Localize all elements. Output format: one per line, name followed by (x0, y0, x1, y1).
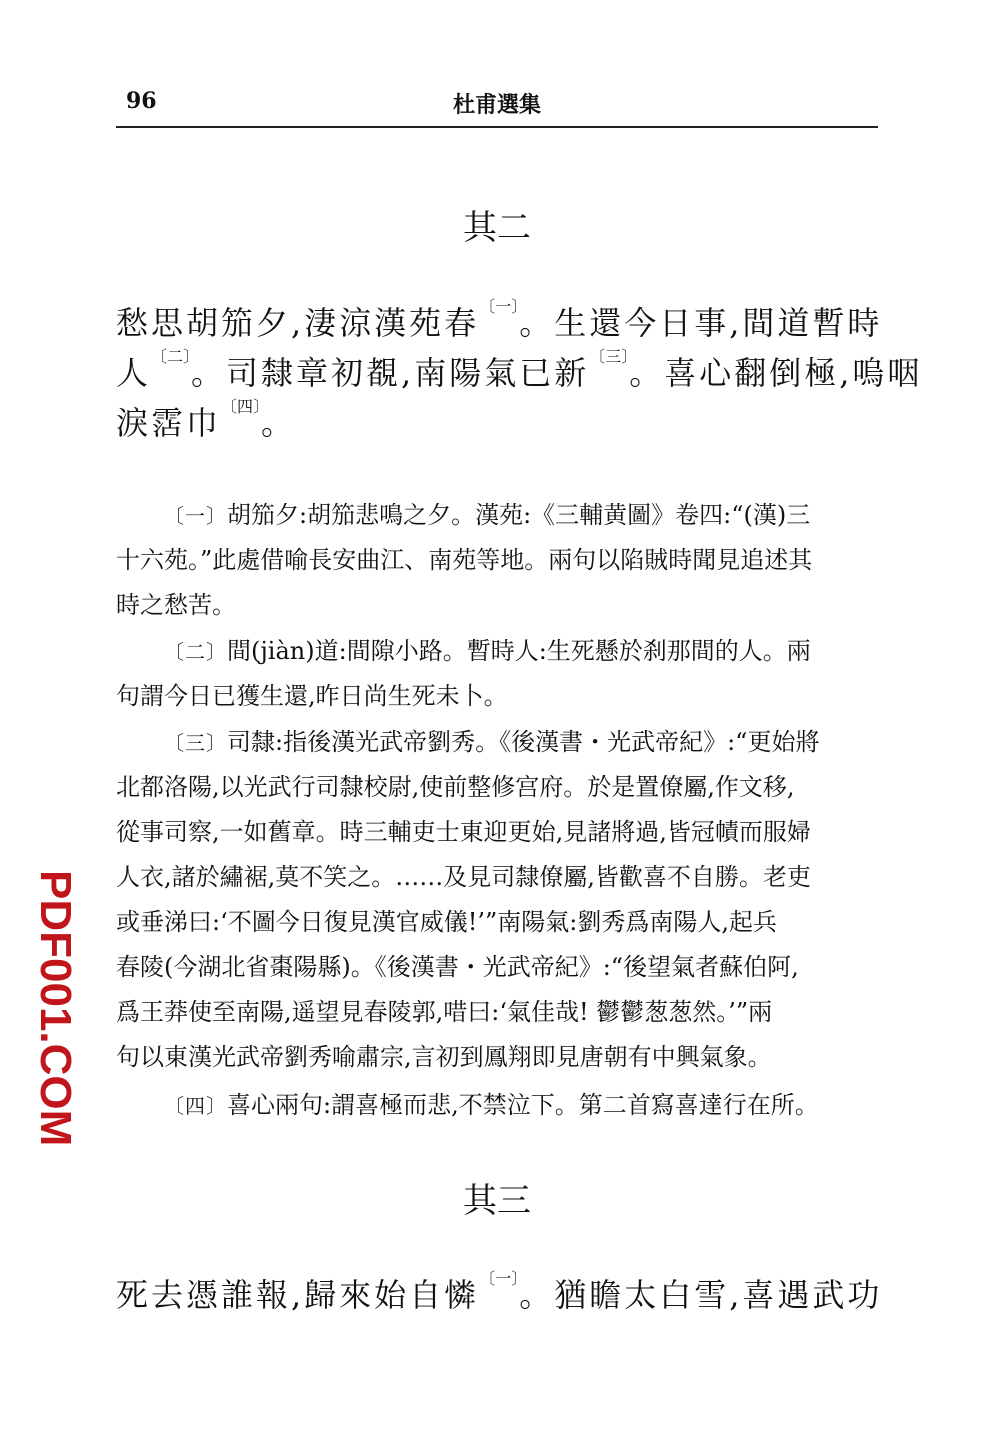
poem3-body (116, 1262, 883, 1314)
poem3-line-1: 死去憑誰報,歸來始自憐$^{〔一〕}$。猶瞻太白雪,喜遇武功 (116, 1269, 883, 1314)
footnote-ref[interactable]: 〔一〕 (479, 297, 520, 316)
footnote-ref[interactable]: 〔二〕 (151, 347, 192, 366)
note-2: 〔二〕間(jiàn)道:間隙小路。暫時人:生死懸於刹那間的人。兩 句謂今日已獲生還,昨日尚生死未卜。 (116, 637, 811, 710)
watermark: PDF001.COM (31, 870, 80, 1147)
footnote-ref[interactable]: 〔四〕 (221, 397, 262, 416)
poem2-title: 其二 (463, 208, 531, 248)
poem2-line-3: 淚霑巾$^{〔四〕}$。 (116, 397, 297, 442)
note-marker: 〔一〕 (164, 504, 227, 528)
footnote-ref[interactable]: 〔三〕 (589, 347, 630, 366)
note-marker: 〔三〕 (164, 731, 227, 755)
poem2-line-1: 愁思胡笳夕,淒涼漢苑春$^{〔一〕}$。生還今日事,間道暫時 (116, 297, 883, 342)
note-marker: 〔二〕 (164, 640, 227, 664)
poem3-title: 其三 (463, 1181, 531, 1221)
page-number: 96 (126, 88, 157, 114)
note-marker: 〔四〕 (164, 1094, 227, 1118)
note-3: 〔三〕司隸:指後漢光武帝劉秀。《後漢書・光武帝紀》:“更始將 北都洛陽,以光武行司隸校尉,使前整修宫府。於是置僚屬,作文移, 從事司察,一如舊章。時三輔吏士東迎更始,見諸將過,皆冠幘而服婦 人衣,諸於繡裾,莫不笑之。……及見司隸僚屬,皆歡喜不自勝。老吏 或垂涕曰:‘不圖今日復見漢官威儀!’”南陽氣:劉秀爲南陽人,起兵 春陵(今湖北省棗陽縣)。《後漢書・光武帝紀》:“後望氣者蘇伯阿, 爲王莽使至南陽,遥望見春陵郭,唶曰:‘氣佳哉! 鬱鬱葱葱然。’”兩 句以東漢光武帝劉秀喻肅宗,言初到鳳翔即見唐朝有中興氣象。 (116, 728, 820, 1071)
running-title: 杜甫選集 (452, 92, 541, 118)
note-4: 〔四〕喜心兩句:謂喜極而悲,不禁泣下。第二首寫喜達行在所。 (164, 1091, 819, 1119)
poem2-body (116, 290, 923, 442)
footnote-ref[interactable]: 〔一〕 (479, 1269, 520, 1288)
note-1: 〔一〕胡笳夕:胡笳悲鳴之夕。漢苑:《三輔黄圖》卷四:“(漢)三 十六苑。”此處借喻長安曲江、南苑等地。兩句以陷賊時聞見追述其 時之愁苦。 (116, 501, 813, 619)
page-header (116, 86, 878, 128)
poem2-line-2: 人$^{〔二〕}$。司隸章初覩,南陽氣已新$^{〔三〕}$。喜心翻倒極,嗚咽 (116, 347, 923, 392)
